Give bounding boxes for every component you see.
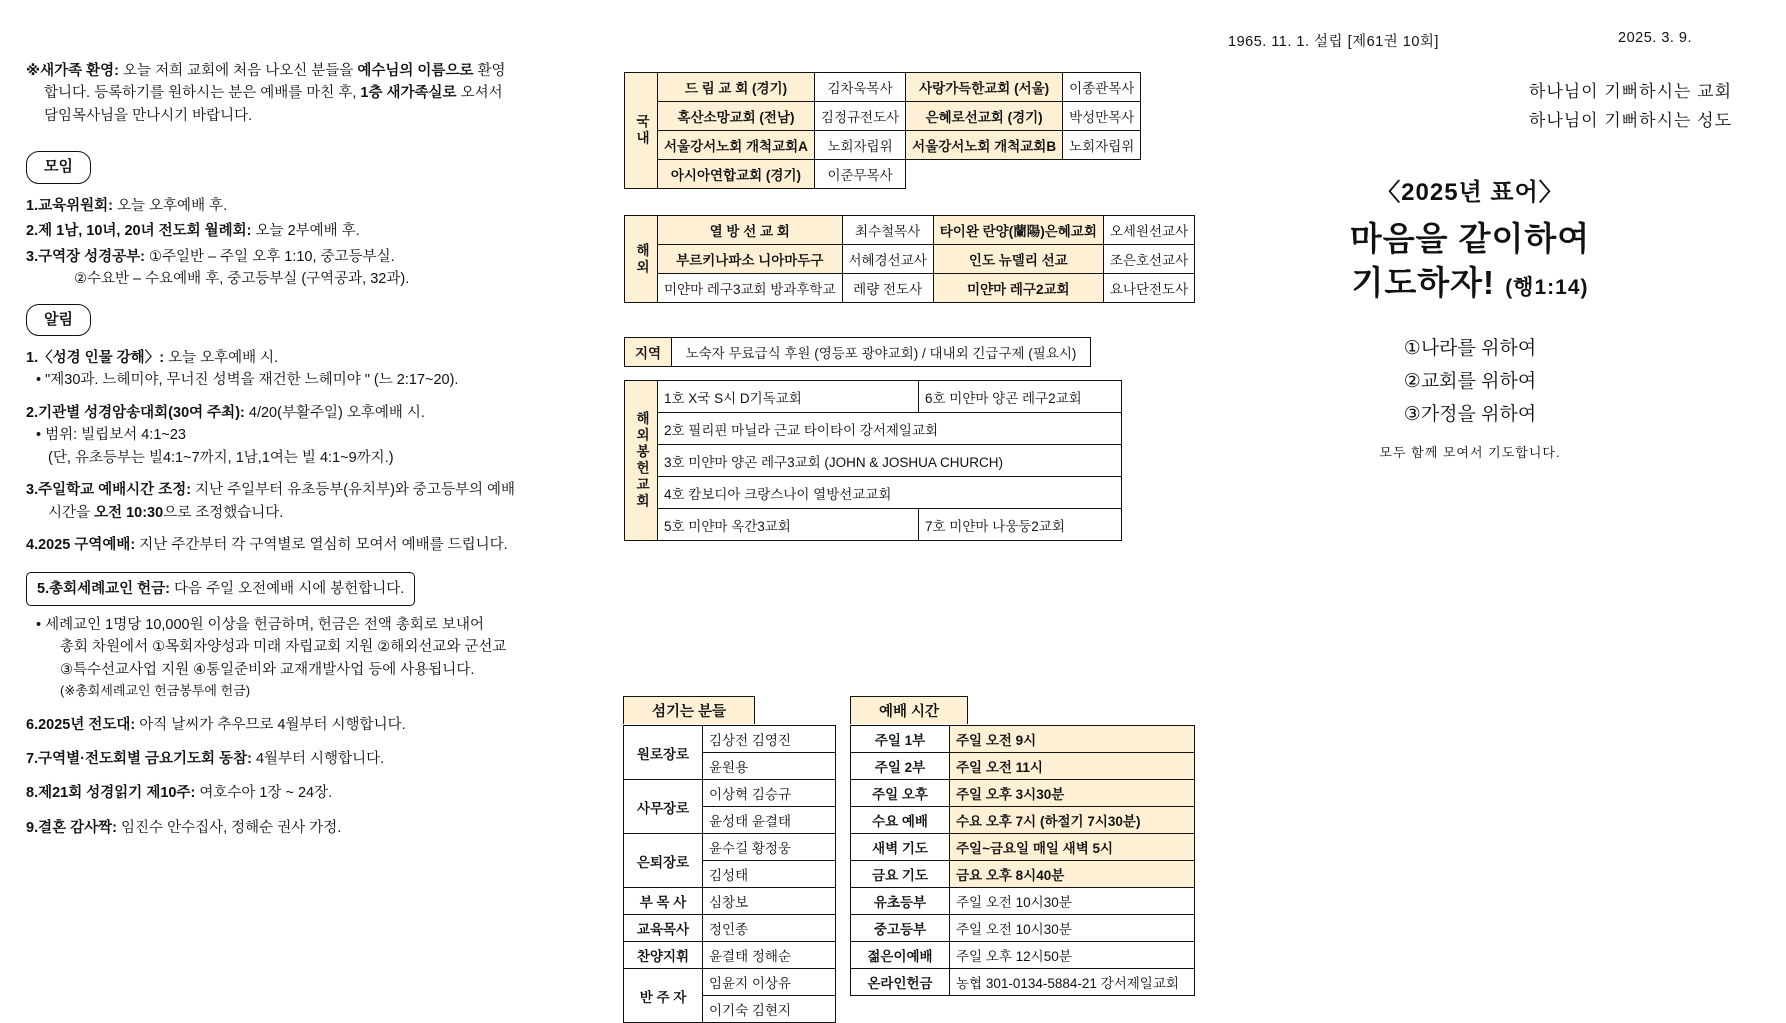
motto-line-1: 마음을 같이하여 <box>1349 219 1591 257</box>
meeting-num-1: 1. <box>26 197 39 214</box>
servant-role: 부 목 사 <box>624 888 703 915</box>
worship-label: 금요 기도 <box>851 861 950 888</box>
notice-item-1 <box>26 347 606 392</box>
servant-role: 은퇴장로 <box>624 834 703 888</box>
support-cell: 6호 미얀마 양곤 레구2교회 <box>919 381 1122 413</box>
prayer-item-2: ②교회를 위하여 <box>1403 371 1537 393</box>
new-family-label: ※새가족 환영: <box>26 63 119 79</box>
worship-time: 금요 오후 8시40분 <box>950 861 1195 888</box>
worship-time: 농협 301-0134-5884-21 강서제일교회 <box>950 969 1195 996</box>
notice-text-8: 여호수아 1장 ~ 24장. <box>199 785 333 802</box>
mission-cell: 서울강서노회 개척교회A <box>658 131 815 160</box>
mission-cell: 은혜로선교회 (경기) <box>906 102 1063 131</box>
notice-bullet-1: • "제30과. 느헤미야, 무너진 성벽을 재건한 느헤미야 " (느 2:17~20). <box>26 369 606 391</box>
support-cell: 2호 필리핀 마닐라 근교 타이타이 강서제일교회 <box>658 413 1122 445</box>
motto-text <box>1190 217 1750 306</box>
meeting-item-2 <box>26 220 606 242</box>
mission-cell: 사랑가득한교회 (서울) <box>906 73 1063 102</box>
new-family-line3: 담임목사님을 만나시기 바랍니다. <box>44 107 253 124</box>
notice-label-6: 2025년 전도대: <box>38 716 136 733</box>
meeting-text-1: 오늘 오후예배 후. <box>117 197 228 214</box>
vision-line-1: 하나님이 기뻐하시는 교회 <box>1528 82 1732 101</box>
prayer-footnote: 모두 함께 모여서 기도합니다. <box>1379 444 1561 460</box>
new-family-line1b: 예수님의 이름으로 <box>357 63 474 79</box>
new-family-line2c: 오셔서 <box>460 85 503 102</box>
servant-name: 임윤지 이상유 <box>703 969 836 996</box>
overseas-cell: 오세원선교사 <box>1103 216 1194 245</box>
notice-text-1: 오늘 오후예배 시. <box>168 349 279 366</box>
worship-time: 수요 오후 7시 (하절기 7시30분) <box>950 807 1195 834</box>
mission-cell: 이준무목사 <box>814 160 905 189</box>
mission-cell: 이종관목사 <box>1063 73 1141 102</box>
meeting-label-1: 교육위원회: <box>38 197 113 214</box>
worship-label: 주일 오후 <box>851 780 950 807</box>
mission-cell-empty <box>906 160 1063 189</box>
motto-column <box>1190 78 1750 461</box>
servant-name: 심창보 <box>703 888 836 915</box>
offering-detail-3: ③특수선교사업 지원 ④통일준비와 교재개발사업 등에 사용됩니다. <box>60 661 475 678</box>
notice-item-4 <box>26 534 606 556</box>
support-side-label: 해외봉헌교회 <box>625 381 658 541</box>
mission-cell: 노회자립위 <box>1063 131 1141 160</box>
notice-bullet-2: • 범위: 빌립보서 4:1~23 <box>26 424 606 446</box>
notice-text-9: 임진수 안수집사, 정해순 권사 가정. <box>121 819 342 836</box>
overseas-cell: 부르키나파소 니아마두구 <box>658 245 843 274</box>
worship-label: 수요 예배 <box>851 807 950 834</box>
new-family-line1a: 오늘 저희 교회에 처음 나오신 분들을 <box>123 63 354 79</box>
notice-cont-3b: 오전 10:30 <box>94 504 164 521</box>
notice-num-2: 2. <box>26 404 39 421</box>
notice-item-9 <box>26 817 606 839</box>
worship-time: 주일 오후 3시30분 <box>950 780 1195 807</box>
offering-num: 5. <box>37 580 50 597</box>
overseas-cell: 열 방 선 교 회 <box>658 216 843 245</box>
servant-role: 사무장로 <box>624 780 703 834</box>
mission-cell: 김정규전도사 <box>814 102 905 131</box>
servant-name: 윤원용 <box>703 753 836 780</box>
mission-cell: 아시아연합교회 (경기) <box>658 160 815 189</box>
issue-date: 2025. 3. 9. <box>1618 30 1693 46</box>
notice-num-6: 6. <box>26 716 39 733</box>
servants-table-title: 섬기는 분들 <box>623 696 755 724</box>
servant-name: 윤결태 정해순 <box>703 942 836 969</box>
worship-schedule-table <box>850 725 1195 996</box>
new-family-line1c: 환영 <box>477 63 506 79</box>
overseas-cell: 조은호선교사 <box>1103 245 1194 274</box>
notice-label-8: 제21회 성경읽기 제10주: <box>38 785 196 802</box>
offering-detail-2: 총회 차원에서 ①목회자양성과 미래 자립교회 지원 ②해외선교와 군선교 <box>60 639 507 656</box>
notice-item-3 <box>26 479 606 524</box>
notice-text-6: 아직 날씨가 추우므로 4월부터 시행합니다. <box>139 716 406 733</box>
worship-label: 주일 2부 <box>851 753 950 780</box>
offering-highlight-box <box>26 572 415 606</box>
overseas-cell: 미얀마 레구3교회 방과후학교 <box>658 274 843 303</box>
announcements-column <box>26 60 606 842</box>
offering-text: 다음 주일 오전예배 시에 봉헌합니다. <box>174 580 405 597</box>
overseas-cell: 서혜경선교사 <box>842 245 933 274</box>
worship-time: 주일 오전 10시30분 <box>950 888 1195 915</box>
new-family-line2 <box>26 82 606 104</box>
notice-item-7 <box>26 748 606 770</box>
prayer-list <box>1190 332 1750 432</box>
domestic-side-label: 국내 <box>625 73 658 189</box>
notice-num-9: 9. <box>26 819 39 836</box>
notice-cont-3a: 시간을 <box>48 504 91 521</box>
overseas-offering-churches-table <box>624 380 1122 541</box>
region-text: 노숙자 무료급식 후원 (영등포 광야교회) / 대내외 긴급구제 (필요시) <box>672 338 1091 367</box>
notice-num-1: 1. <box>26 349 39 366</box>
notice-label-3: 주일학교 예배시간 조정: <box>38 482 192 499</box>
notice-text-4: 지난 주간부터 각 구역별로 열심히 모여서 예배를 드립니다. <box>139 537 508 554</box>
worship-time: 주일 오전 10시30분 <box>950 915 1195 942</box>
support-cell: 7호 미얀마 나웅둥2교회 <box>919 509 1122 541</box>
overseas-cell: 인도 뉴델리 선교 <box>933 245 1103 274</box>
notice-cont-3 <box>26 502 606 524</box>
servant-name: 김성태 <box>703 861 836 888</box>
meeting-item-1 <box>26 195 606 217</box>
servant-name: 정인종 <box>703 915 836 942</box>
vision-line-2: 하나님이 기뻐하시는 성도 <box>1528 110 1732 130</box>
servant-role: 교육목사 <box>624 915 703 942</box>
worship-label: 중고등부 <box>851 915 950 942</box>
prayer-item-1: ①나라를 위하여 <box>1403 337 1537 359</box>
worship-time: 주일 오후 12시50분 <box>950 942 1195 969</box>
support-cell: 4호 캄보디아 크랑스나이 열방선교교회 <box>658 477 1122 509</box>
servant-role: 원로장로 <box>624 726 703 780</box>
founding-info: 1965. 11. 1. 설립 [제61권 10회] <box>1228 34 1439 50</box>
mission-cell: 노회자립위 <box>814 131 905 160</box>
servant-name: 윤성태 윤결태 <box>703 807 836 834</box>
support-cell: 5호 미얀마 옥간3교회 <box>658 509 919 541</box>
offering-label: 총회세례교인 헌금: <box>49 580 171 597</box>
worship-time: 주일~금요일 매일 새벽 5시 <box>950 834 1195 861</box>
notice-label-4: 2025 구역예배: <box>38 537 136 554</box>
notice-cont-3c: 으로 조정했습니다. <box>163 504 284 521</box>
meeting-text-3b: ②수요반 – 수요예배 후, 중고등부실 (구역공과, 32과). <box>74 271 410 288</box>
notice-label-9: 결혼 감사짝: <box>38 819 117 836</box>
motto-reference: (행1:14) <box>1505 276 1589 300</box>
worship-time: 주일 오전 9시 <box>950 726 1195 753</box>
mission-cell: 혹산소망교회 (전남) <box>658 102 815 131</box>
motto-year: 〈2025년 표어〉 <box>1376 178 1564 206</box>
servant-name: 이기숙 김현지 <box>703 996 836 1023</box>
overseas-cell: 미얀마 레구2교회 <box>933 274 1103 303</box>
domestic-mission-table <box>624 72 1141 189</box>
notice-num-4: 4. <box>26 537 39 554</box>
offering-detail-4: (※총회세례교인 헌금봉투에 헌금) <box>60 683 251 699</box>
support-cell: 1호 X국 S시 D기독교회 <box>658 381 919 413</box>
worship-label: 젊은이예배 <box>851 942 950 969</box>
mission-cell-empty <box>1063 160 1141 189</box>
notice-item-6 <box>26 714 606 736</box>
region-support-table <box>624 337 1091 367</box>
meeting-text-2: 오늘 2부예배 후. <box>255 223 360 240</box>
overseas-mission-table <box>624 215 1195 303</box>
mission-cell: 박성만목사 <box>1063 102 1141 131</box>
support-cell: 3호 미얀마 양곤 레구3교회 (JOHN & JOSHUA CHURCH) <box>658 445 1122 477</box>
meeting-label-2: 제 1남, 10녀, 20녀 전도회 월례회: <box>38 223 252 240</box>
meeting-num-2: 2. <box>26 223 39 240</box>
motto-line-2-wrap <box>1190 261 1750 306</box>
meeting-text-3: ①주일반 – 주일 오후 1:10, 중고등부실. <box>149 248 395 265</box>
prayer-item-3: ③가정을 위하여 <box>1403 404 1537 426</box>
overseas-cell: 레량 전도사 <box>842 274 933 303</box>
worship-label: 유초등부 <box>851 888 950 915</box>
meeting-label-3: 구역장 성경공부: <box>38 248 145 265</box>
offering-details <box>26 614 606 702</box>
mission-cell: 김차욱목사 <box>814 73 905 102</box>
overseas-cell: 타이완 란양(蘭陽)은혜교회 <box>933 216 1103 245</box>
notice-text-2: 4/20(부활주일) 오후예배 시. <box>248 404 425 421</box>
region-side-label: 지역 <box>625 338 672 367</box>
worship-label: 온라인헌금 <box>851 969 950 996</box>
notice-num-7: 7. <box>26 751 39 768</box>
worship-table-title: 예배 시간 <box>850 696 968 724</box>
new-family-welcome <box>26 60 606 127</box>
overseas-cell: 최수철목사 <box>842 216 933 245</box>
offering-detail-1: • 세례교인 1명당 10,000원 이상을 헌금하며, 헌금은 전액 총회로 보내어 <box>26 614 606 636</box>
notice-item-2 <box>26 402 606 469</box>
section-heading-meeting: 모임 <box>26 151 91 183</box>
mission-cell: 서울강서노회 개척교회B <box>906 131 1063 160</box>
notice-item-8 <box>26 782 606 804</box>
overseas-cell: 요나단전도사 <box>1103 274 1194 303</box>
overseas-side-label: 해외 <box>625 216 658 303</box>
worship-label: 주일 1부 <box>851 726 950 753</box>
notice-plain-2: (단, 유초등부는 빌4:1~7까지, 1남,1여는 빌 4:1~9까지.) <box>48 449 394 466</box>
servants-table <box>623 725 836 1023</box>
new-family-line2a: 합니다. 등록하기를 원하시는 분은 예배를 마친 후, <box>44 85 357 102</box>
servant-role: 반 주 자 <box>624 969 703 1023</box>
section-heading-notice: 알림 <box>26 304 91 336</box>
servant-name: 이상혁 김승규 <box>703 780 836 807</box>
notice-num-3: 3. <box>26 482 39 499</box>
worship-time: 주일 오전 11시 <box>950 753 1195 780</box>
meeting-num-3: 3. <box>26 248 39 265</box>
servant-role: 찬양지휘 <box>624 942 703 969</box>
mission-cell: 드 림 교 회 (경기) <box>658 73 815 102</box>
notice-label-7: 구역별·전도회별 금요기도회 동참: <box>38 751 252 768</box>
notice-label-2: 기관별 성경암송대회(30여 주최): <box>38 404 245 421</box>
new-family-line2b: 1층 새가족실로 <box>360 85 457 102</box>
meeting-item-3 <box>26 246 606 291</box>
servant-name: 윤수길 황정웅 <box>703 834 836 861</box>
notice-num-8: 8. <box>26 785 39 802</box>
motto-line-2: 기도하자! <box>1351 264 1496 302</box>
notice-label-1: 〈성경 인물 강해〉: <box>38 349 165 366</box>
servant-name: 김상전 김영진 <box>703 726 836 753</box>
worship-label: 새벽 기도 <box>851 834 950 861</box>
notice-text-7: 4월부터 시행합니다. <box>255 751 385 768</box>
notice-text-3: 지난 주일부터 유초등부(유치부)와 중고등부의 예배 <box>195 482 516 499</box>
